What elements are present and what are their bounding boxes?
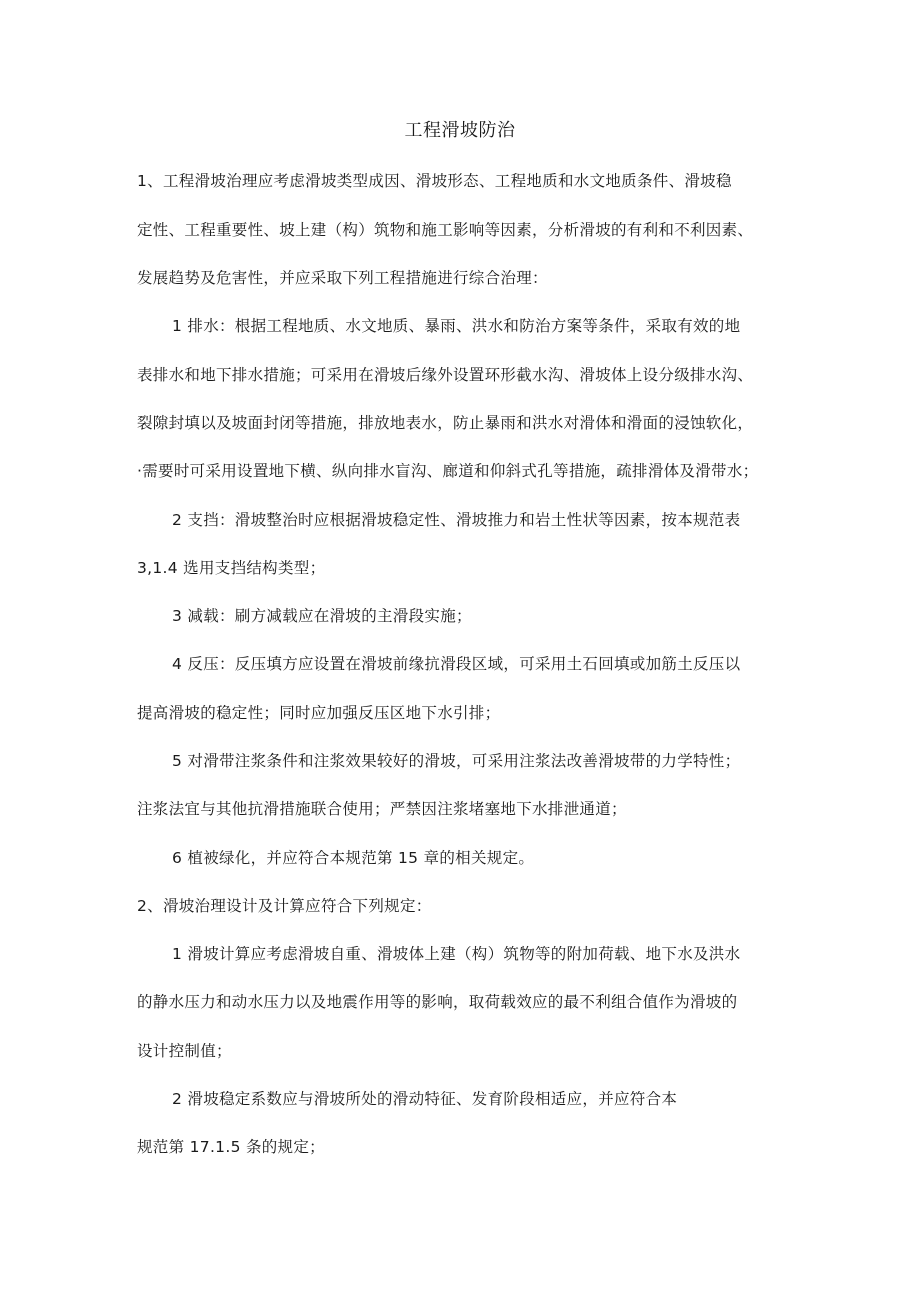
text-line: 表排水和地下排水措施；可采用在滑坡后缘外设置环形截水沟、滑坡体上设分级排水沟、 <box>137 366 754 384</box>
text-line: 提高滑坡的稳定性；同时应加强反压区地下水引排； <box>137 704 501 722</box>
text-line: 6 植被绿化，并应符合本规范第 15 章的相关规定。 <box>172 849 535 867</box>
text-line: 规范第 17.1.5 条的规定； <box>137 1138 325 1156</box>
text-line: 1 排水：根据工程地质、水文地质、暴雨、洪水和防治方案等条件，采取有效的地 <box>172 317 741 335</box>
text-line: 定性、工程重要性、坡上建（构）筑物和施工影响等因素，分析滑坡的有利和不利因素、 <box>137 221 754 239</box>
text-line: 裂隙封填以及坡面封闭等措施，排放地表水，防止暴雨和洪水对滑体和滑面的浸蚀软化， <box>137 414 754 432</box>
text-line: 设计控制值； <box>137 1042 232 1060</box>
text-line: 1 滑坡计算应考虑滑坡自重、滑坡体上建（构）筑物等的附加荷载、地下水及洪水 <box>172 945 741 963</box>
text-line: 的静水压力和动水压力以及地震作用等的影响，取荷载效应的最不利组合值作为滑坡的 <box>137 993 738 1011</box>
text-line: 2、滑坡治理设计及计算应符合下列规定： <box>137 897 432 915</box>
text-line: ·需要时可采用设置地下横、纵向排水盲沟、廊道和仰斜式孔等措施，疏排滑体及滑带水； <box>137 462 759 480</box>
text-line: 2 支挡：滑坡整治时应根据滑坡稳定性、滑坡推力和岩土性状等因素，按本规范表 <box>172 511 741 529</box>
text-line: 3,1.4 选用支挡结构类型； <box>137 559 326 577</box>
text-line: 5 对滑带注浆条件和注浆效果较好的滑坡，可采用注浆法改善滑坡带的力学特性； <box>172 752 741 770</box>
text-line: 3 减载：刷方减载应在滑坡的主滑段实施； <box>172 607 472 625</box>
text-line: 4 反压：反压填方应设置在滑坡前缘抗滑段区域，可采用土石回填或加筋土反压以 <box>172 655 741 673</box>
text-line: 1、工程滑坡治理应考虑滑坡类型成因、滑坡形态、工程地质和水文地质条件、滑坡稳 <box>137 172 732 190</box>
text-line: 注浆法宜与其他抗滑措施联合使用；严禁因注浆堵塞地下水排泄通道； <box>137 800 627 818</box>
text-line: 发展趋势及危害性，并应采取下列工程措施进行综合治理： <box>137 269 548 287</box>
text-line: 2 滑坡稳定系数应与滑坡所处的滑动特征、发育阶段相适应，并应符合本 <box>172 1090 678 1108</box>
document-title: 工程滑坡防治 <box>404 120 516 141</box>
